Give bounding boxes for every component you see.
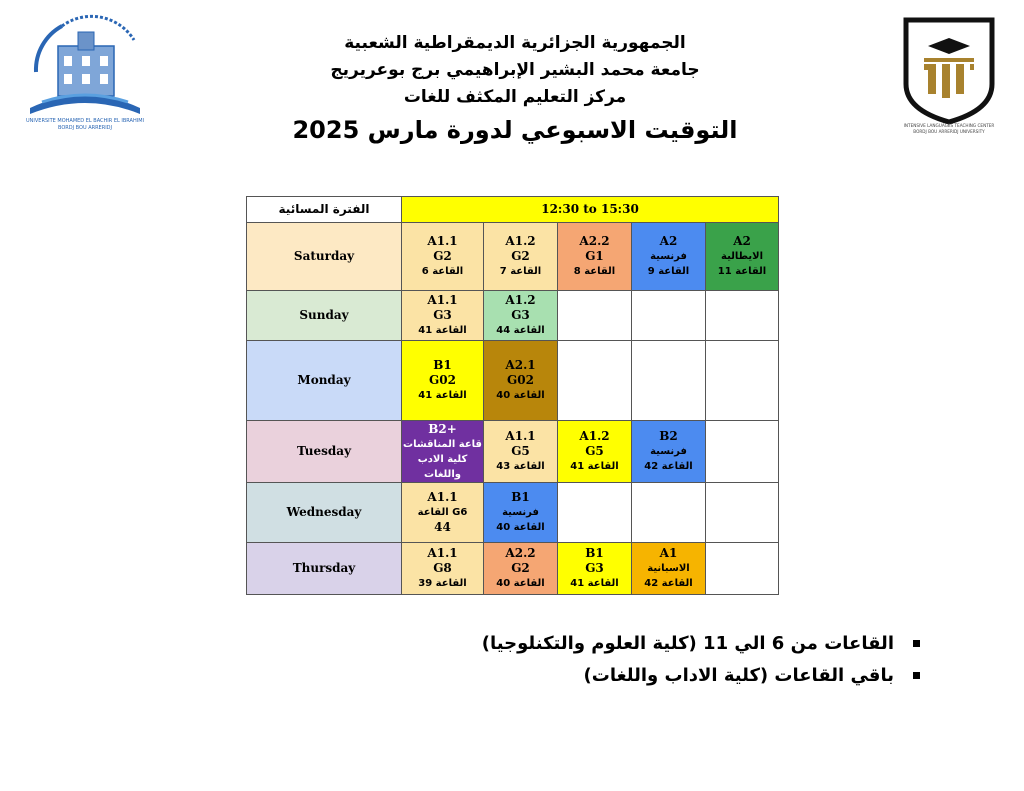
day-cell: Wednesday [247,483,402,543]
cell-line-l2: فرنسية [650,446,687,457]
cell-line-l3: القاعة 40 [496,578,545,589]
schedule-cell [402,543,484,595]
cell-line-l1: A2.1 [505,358,536,372]
table-row [247,223,779,291]
cell-line-l2: G1 [585,249,604,263]
table-row [247,341,779,421]
cell-line-l1: B1 [511,490,530,504]
cell-line-l2: G3 [433,308,452,322]
time-slot-header: 12:30 to 15:30 [402,197,779,223]
cell-line-l2: G2 [511,249,530,263]
schedule-cell [402,341,484,421]
table-row [247,291,779,341]
cell-line-l1: A1.1 [505,429,536,443]
cell-line-l3: القاعة 44 [496,325,545,336]
table-row [247,543,779,595]
schedule-cell [632,341,706,421]
schedule-cell [484,341,558,421]
schedule-cell [484,223,558,291]
schedule-cell [632,483,706,543]
cell-line-l1: A2 [659,234,678,248]
schedule-cell [402,291,484,341]
cell-line-l2: قاعة المناقشات [403,438,482,450]
university-line: جامعة محمد البشير الإبراهيمي برج بوعريريج [330,60,700,80]
schedule-cell [706,291,779,341]
weekly-schedule-table [246,196,779,595]
cell-line-l3: القاعة 41 [570,461,619,472]
cell-line-l3: القاعة 11 [717,266,767,277]
cell-line-l3: 44 [434,520,451,534]
note-item [460,628,920,660]
cell-line-l2: G02 [507,373,534,387]
day-cell: Monday [247,341,402,421]
cell-line-l3: القاعة 6 [421,266,464,277]
cell-line-l1: B1 [433,358,452,372]
cell-line-l3: القاعة 42 [644,461,693,472]
cell-line-l1: B1 [585,546,604,560]
schedule-cell [558,223,632,291]
document-header [250,30,780,147]
cell-line-l2: الايطالية [721,251,764,262]
cell-line-l1: A1 [659,546,678,560]
cell-line-l3: القاعة 43 [496,461,545,472]
cell-line-l2: G5 [585,444,604,458]
schedule-cell [632,543,706,595]
cell-line-l3: القاعة 39 [418,578,467,589]
schedule-cell [632,291,706,341]
schedule-cell [706,341,779,421]
cell-line-l3: القاعة 41 [418,325,467,336]
schedule-cell [558,291,632,341]
schedule-cell [558,421,632,483]
note-text: القاعات من 6 الي 11 (كلية العلوم والتكنلوجيا) [481,633,894,654]
svg-text:INTENSIVE LANGUAGES TEACHING C: INTENSIVE LANGUAGES TEACHING CENTER [903,123,995,128]
cell-line-l2: G3 [585,561,604,575]
cell-line-l3: القاعة 41 [418,390,467,401]
schedule-cell [632,421,706,483]
day-cell: Tuesday [247,421,402,483]
schedule-cell [558,341,632,421]
cell-line-l2: G2 [433,249,452,263]
schedule-cell [484,291,558,341]
cell-line-l3: القاعة 40 [496,390,545,401]
table-row [247,421,779,483]
period-label: الفترة المسائية [247,197,402,223]
cell-line-l3: القاعة 41 [570,578,619,589]
document-title: التوقيت الاسبوعي لدورة مارس 2025 [292,116,738,144]
cell-line-l1: A1.2 [579,429,610,443]
schedule-cell [402,223,484,291]
cell-line-l3: القاعة 40 [496,522,545,533]
bullet-icon [913,672,920,679]
cell-line-l2: G2 [511,561,530,575]
svg-text:UNIVERSITE MOHAMED EL BACHIR E: UNIVERSITE MOHAMED EL BACHIR EL IBRAHIMI [26,118,144,124]
svg-text:BORDJ BOU ARRERIDJ: BORDJ BOU ARRERIDJ [58,125,112,131]
cell-line-l2: G3 [511,308,530,322]
bullet-icon [913,640,920,647]
schedule-cell [706,421,779,483]
notes-list [460,628,920,692]
schedule-cell [558,543,632,595]
table-row [247,483,779,543]
schedule-cell [402,421,484,483]
schedule-cell [632,223,706,291]
republic-line: الجمهورية الجزائرية الديمقراطية الشعبية [344,33,686,53]
schedule-cell [402,483,484,543]
cell-line-l1: B2 [659,429,678,443]
cell-line-l1: A2.2 [579,234,610,248]
schedule-cell [706,543,779,595]
cell-line-l3: كلية الادب واللغات [417,453,468,480]
cell-line-l2: فرنسية [650,251,687,262]
university-logo [22,12,148,132]
cell-line-l1: B2+ [428,421,457,436]
cell-line-l3: القاعة 7 [499,266,542,277]
cell-line-l3: القاعة 9 [647,266,690,277]
note-item [460,660,920,692]
cell-line-l2: G5 [511,444,530,458]
center-logo [894,14,1004,134]
day-cell: Sunday [247,291,402,341]
cell-line-l1: A1.1 [427,490,458,504]
center-line: مركز التعليم المكثف للغات [403,87,627,107]
cell-line-l2: G8 [433,561,452,575]
cell-line-l2: G02 [429,373,456,387]
cell-line-l1: A1.2 [505,234,536,248]
schedule-cell [484,483,558,543]
schedule-body [247,223,779,595]
schedule-cell [484,543,558,595]
cell-line-l2: الاسبانية [647,563,690,574]
cell-line-l1: A1.1 [427,293,458,307]
cell-line-l3: القاعة 42 [644,578,693,589]
cell-line-l2: G6 القاعة [417,507,468,518]
day-cell: Saturday [247,223,402,291]
cell-line-l3: القاعة 8 [573,266,616,277]
schedule-cell [558,483,632,543]
cell-line-l2: فرنسية [502,507,539,518]
schedule-cell [706,223,779,291]
cell-line-l1: A1.1 [427,546,458,560]
schedule-cell [484,421,558,483]
svg-text:BORDJ BOU ARRERIDJ UNIVERSITY: BORDJ BOU ARRERIDJ UNIVERSITY [913,129,985,134]
schedule-cell [706,483,779,543]
cell-line-l1: A1.1 [427,234,458,248]
cell-line-l1: A1.2 [505,293,536,307]
cell-line-l1: A2 [733,234,751,248]
day-cell: Thursday [247,543,402,595]
cell-line-l1: A2.2 [505,546,536,560]
note-text: باقي القاعات (كلية الاداب واللغات) [583,665,894,686]
